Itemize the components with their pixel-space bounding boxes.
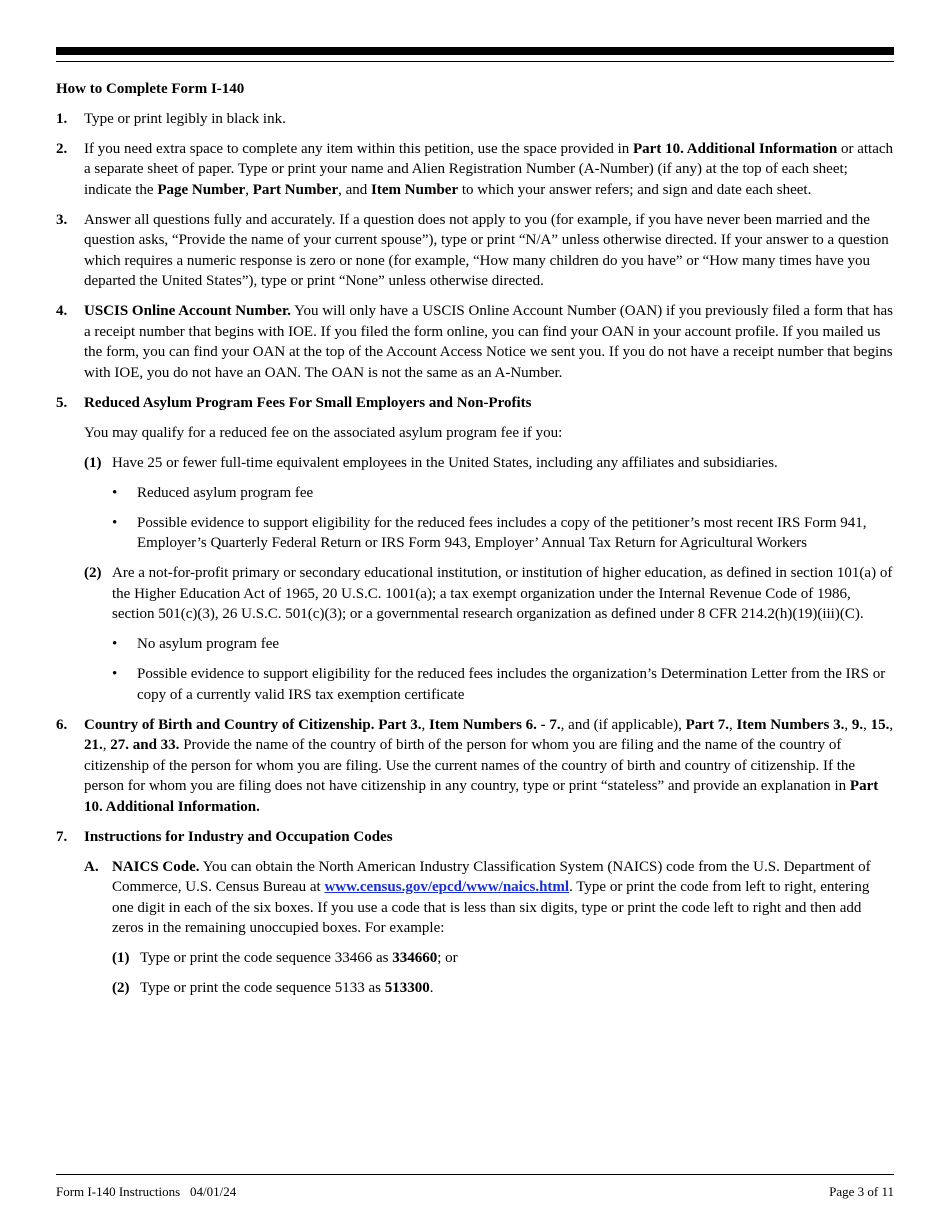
sub-item-a	[84, 857, 894, 939]
item-bold-text: Country of Birth and Country of Citizenship. Part 3.	[84, 716, 422, 733]
page-body	[56, 79, 894, 1008]
bullet-text: Possible evidence to support eligibility for the reduced fees includes a copy of the petitioner’s most recent IRS Form 941, Employer’s Quarterly Federal Return or IRS Form 943, Employer’ Annual Tax Return for Agricultural Workers	[137, 514, 867, 551]
item-bold-text: 9.	[851, 716, 864, 733]
item-text: .	[429, 980, 434, 996]
item-text: ,	[863, 716, 871, 733]
instruction-item-5	[56, 393, 894, 414]
item-text: . Type or print the code from left to right, entering one digit in each of the six boxes. If you use a code that is less than six digits, type or print the code left to right and then add zeros in the remaining unoccupied boxes. For example:	[112, 879, 870, 936]
section-heading: How to Complete Form I-140	[56, 81, 245, 97]
item-title: Instructions for Industry and Occupation Codes	[84, 828, 393, 845]
item-text: ,	[245, 181, 253, 198]
item-text: ; or	[437, 950, 458, 966]
naics-link[interactable]: www.census.gov/epcd/www/naics.html	[324, 879, 570, 895]
item-number: 2.	[56, 140, 68, 157]
bullet-item	[112, 483, 894, 504]
sub-item-text: Have 25 or fewer full-time equivalent employees in the United States, including any affiliates and subsidiaries.	[112, 454, 778, 471]
instruction-item-6	[56, 715, 894, 818]
bullet-glyph: •	[112, 514, 118, 531]
bullet-text: No asylum program fee	[137, 636, 280, 652]
item-bold-text: Part Number	[252, 181, 339, 198]
sub-item-letter: A.	[84, 858, 99, 875]
sub-item-2-bullets	[84, 634, 894, 705]
bullet-item	[112, 634, 894, 655]
sub-item-1	[84, 453, 894, 474]
sub-item-2	[84, 563, 894, 625]
item-text: ,	[844, 716, 852, 733]
sub-item-number: (2)	[84, 565, 102, 581]
bullet-glyph: •	[112, 636, 118, 652]
item-title: Reduced Asylum Program Fees For Small Employers and Non-Profits	[84, 394, 532, 411]
item-bold-text: 15.	[870, 716, 890, 733]
item-bold-text: Item Numbers 6. - 7.	[429, 716, 561, 733]
item-bold-text: 334660	[392, 950, 438, 966]
sub-item-number: (1)	[84, 454, 102, 471]
item-number: 3.	[56, 211, 68, 228]
item-text: ,	[728, 716, 737, 733]
item-text: Answer all questions fully and accurately. If a question does not apply to you (for example, if you have never been married and the question asks, “Provide the name of your current spouse”), type or print “N/A” unless otherwise directed. If your answer to a question which requires a numeric response is zero or none (for example, “How many children do you have” or “How many times have you departed the United States”), type or print “None” unless otherwise directed.	[84, 211, 889, 289]
footer-rule	[56, 1174, 894, 1175]
item-text: , and	[338, 181, 372, 198]
bullet-glyph: •	[112, 666, 118, 682]
item-number: 4.	[56, 303, 68, 319]
instruction-item-1	[56, 109, 894, 130]
item-bold-text: NAICS Code.	[112, 858, 200, 875]
item-text: Type or print the code sequence 5133 as	[140, 980, 385, 996]
item-number: 1.	[56, 110, 68, 127]
item-bold-text: 27. and 33.	[110, 737, 180, 753]
footer-form-id	[56, 1182, 236, 1203]
bullet-item	[112, 664, 894, 705]
instruction-item-3	[56, 210, 894, 292]
item-number: 7.	[56, 828, 68, 845]
header-thin-rule	[56, 61, 894, 62]
item-bold-text: Item Numbers 3.	[736, 716, 845, 733]
bullet-item	[112, 513, 894, 554]
footer-form-name: Form I-140 Instructions	[56, 1184, 181, 1199]
item-text: , and (if applicable),	[560, 716, 686, 733]
bullet-glyph: •	[112, 484, 118, 501]
header-thick-rule	[56, 47, 894, 55]
sub-item-text: Are a not-for-profit primary or secondary educational institution, or institution of higher education, as defined in section 101(a) of the Higher Education Act of 1965, 20 U.S.C. 1001(a); a tax exempt organization under the Internal Revenue Code of 1986, section 501(c)(3), 26 U.S.C. 501(c)(3); or a governmental research organization as defined under 8 CFR 214.2(h)(19)(iii)(C).	[112, 565, 893, 622]
item-text: You can obtain the North American Industry Classification System (NAICS) code from the U.S. Department of Commerce, U.S. Census Bureau at	[112, 858, 871, 895]
instruction-item-7	[56, 827, 894, 848]
example-1	[112, 948, 894, 969]
item-bold-text: Part 7.	[685, 716, 729, 733]
item-bold-text: 21.	[84, 737, 103, 753]
item-number: 6.	[56, 716, 68, 733]
example-number: (1)	[112, 950, 130, 966]
item-text: or attach a separate sheet of paper. Type or print your name and Alien Registration Number (A-Number) (if any) at the top of each sheet; indicate the	[84, 140, 894, 198]
item-text: Provide the name of the country of birth of the person for whom you are filing and the name of the country of citizenship of the person for whom you are filing. Use the current names of the country of birth and country of citizenship. If the person for whom you are filing does not have citizenship in any country, type or print “stateless” and provide an explanation in	[84, 737, 856, 794]
item-text: Type or print the code sequence 33466 as	[140, 950, 393, 966]
sub-item-1-bullets	[84, 483, 894, 554]
item-text: to which your answer refers; and sign and date each sheet.	[458, 181, 812, 198]
item-text: If you need extra space to complete any item within this petition, use the space provided in	[84, 140, 634, 157]
instruction-item-2	[56, 139, 894, 201]
example-number: (2)	[112, 980, 130, 996]
item-bold-text: Item Number	[371, 181, 459, 198]
item-text: You will only have a USCIS Online Account Number (OAN) if you previously filed a form that has a receipt number that begins with IOE. If you filed the form online, you can find your OAN in your account profile. If you mailed us the form, you can find your OAN at the top of the Account Access Notice we sent you. If you do not have a receipt number that begins with IOE, you do not have an OAN. The OAN is not the same as an A-Number.	[84, 303, 893, 381]
item-bold-text: Part 10. Additional Information.	[84, 778, 879, 815]
item-text: ,	[889, 716, 894, 733]
item-bold-text: 513300	[384, 980, 430, 996]
instruction-item-4	[56, 301, 894, 383]
item-5-lead: You may qualify for a reduced fee on the associated asylum program fee if you:	[84, 424, 563, 441]
bullet-text: Possible evidence to support eligibility for the reduced fees includes the organization’s Determination Letter from the IRS or copy of a currently valid IRS tax exemption certificate	[137, 666, 886, 703]
item-bold-text: USCIS Online Account Number.	[84, 303, 291, 319]
item-text: ,	[102, 737, 111, 753]
footer-page-number: Page 3 of 11	[829, 1184, 894, 1199]
item-number: 5.	[56, 394, 68, 411]
footer-date: 04/01/24	[189, 1184, 237, 1199]
item-text: ,	[421, 716, 430, 733]
bullet-text: Reduced asylum program fee	[137, 484, 314, 501]
example-2	[112, 978, 894, 999]
item-bold-text: Page Number	[157, 181, 246, 198]
item-bold-text: Part 10. Additional Information	[633, 140, 838, 157]
item-text: Type or print legibly in black ink.	[84, 110, 286, 127]
